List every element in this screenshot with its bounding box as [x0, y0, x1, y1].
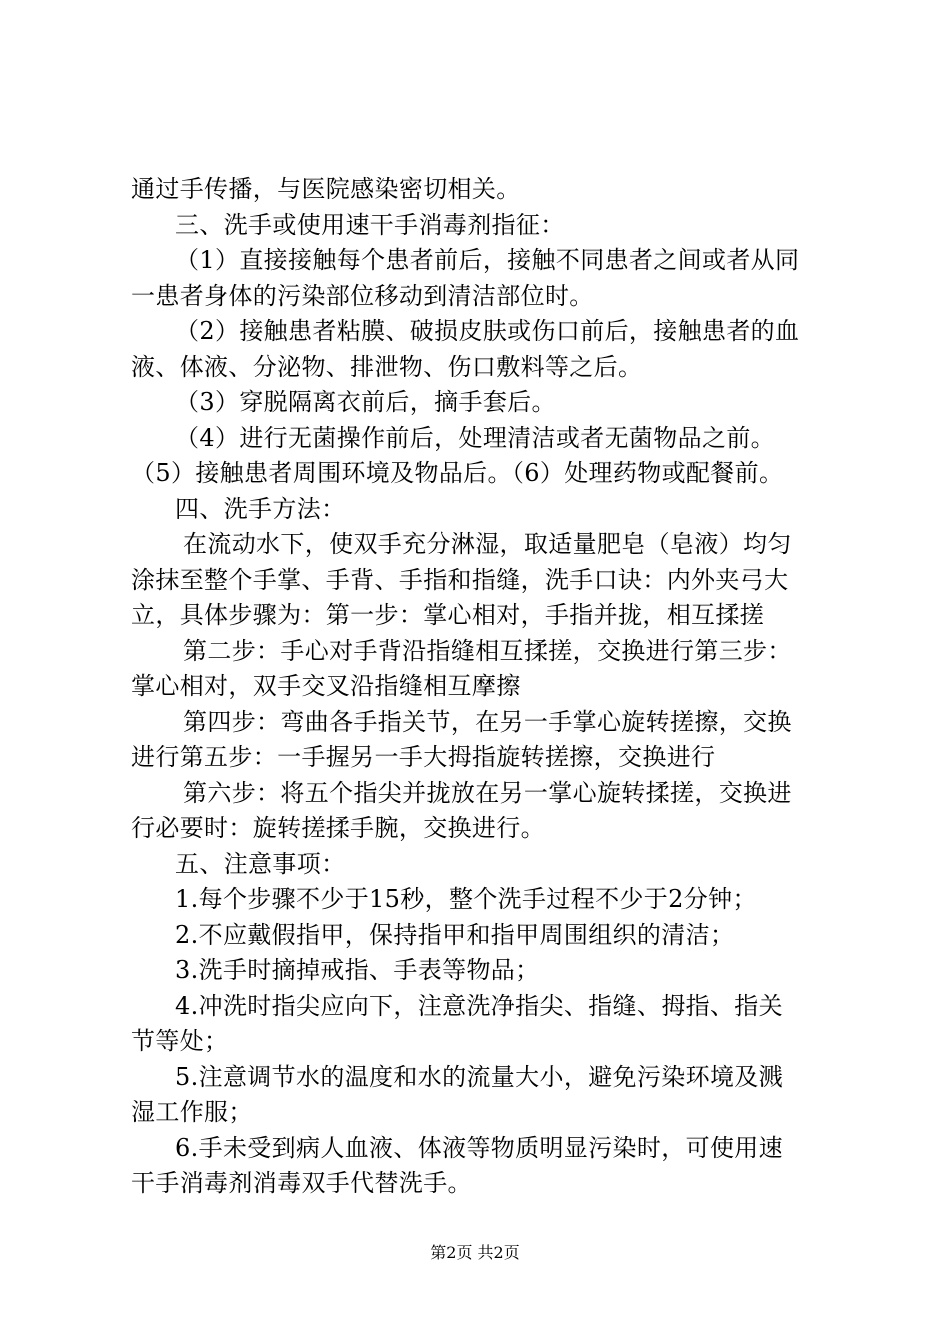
text-line: 第二步：手心对手背沿指缝相互揉搓，交换进行第三步： — [183, 636, 792, 665]
text-line: 节等处； — [131, 1027, 229, 1055]
text-line: 2.不应戴假指甲，保持指甲和指甲周围组织的清洁； — [175, 920, 735, 949]
text-line: 行必要时：旋转搓揉手腕，交换进行。 — [131, 814, 545, 842]
text-line: 一患者身体的污染部位移动到清洁部位时。 — [131, 281, 594, 310]
text-line: 立，具体步骤为：第一步：掌心相对，手指并拢，相互揉搓 — [131, 601, 765, 629]
page-footer: 第2页 共2页 — [430, 1243, 520, 1262]
text-line: 3.洗手时摘掉戒指、手表等物品； — [175, 956, 540, 984]
text-line: 涂抹至整个手掌、手背、手指和指缝，洗手口诀：内外夹弓大 — [131, 565, 789, 594]
text-line: 干手消毒剂消毒双手代替洗手。 — [131, 1169, 472, 1197]
text-line: 湿工作服； — [131, 1098, 253, 1126]
text-line: 6.手未受到病人血液、体液等物质明显污染时，可使用速 — [175, 1133, 783, 1162]
text-line: 通过手传播，与医院感染密切相关。 — [131, 175, 521, 203]
text-line: 五、注意事项： — [175, 849, 346, 878]
text-line: 5.注意调节水的温度和水的流量大小，避免污染环境及溅 — [175, 1062, 783, 1091]
text-line: 4.冲洗时指尖应向下，注意洗净指尖、指缝、拇指、指关 — [175, 991, 783, 1020]
text-line: 第四步：弯曲各手指关节，在另一手掌心旋转搓擦，交换 — [183, 707, 792, 736]
text-line: 三、洗手或使用速干手消毒剂指征： — [175, 210, 565, 239]
text-line: 在流动水下，使双手充分淋湿，取适量肥皂（皂液）均匀 — [183, 530, 792, 558]
text-line: （1）直接接触每个患者前后，接触不同患者之间或者从同 — [175, 246, 800, 274]
text-line: 掌心相对，双手交叉沿指缝相互摩擦 — [131, 672, 521, 700]
text-line: 液、体液、分泌物、排泄物、伤口敷料等之后。 — [131, 352, 643, 381]
text-line: 进行第五步：一手握另一手大拇指旋转搓擦，交换进行 — [131, 743, 716, 771]
text-line: 第六步：将五个指尖并拢放在另一掌心旋转揉搓，交换进 — [183, 778, 792, 807]
text-line: （3）穿脱隔离衣前后，摘手套后。 — [175, 388, 556, 416]
document-body — [131, 172, 831, 1202]
text-line: 1.每个步骤不少于15秒，整个洗手过程不少于2分钟； — [175, 885, 757, 913]
text-line: （4）进行无菌操作前后，处理清洁或者无菌物品之前。 — [175, 423, 776, 452]
text-line: 四、洗手方法： — [175, 494, 346, 523]
text-line: （5）接触患者周围环境及物品后。（6）处理药物或配餐前。 — [131, 459, 784, 487]
text-line: （2）接触患者粘膜、破损皮肤或伤口前后，接触患者的血 — [175, 317, 800, 345]
